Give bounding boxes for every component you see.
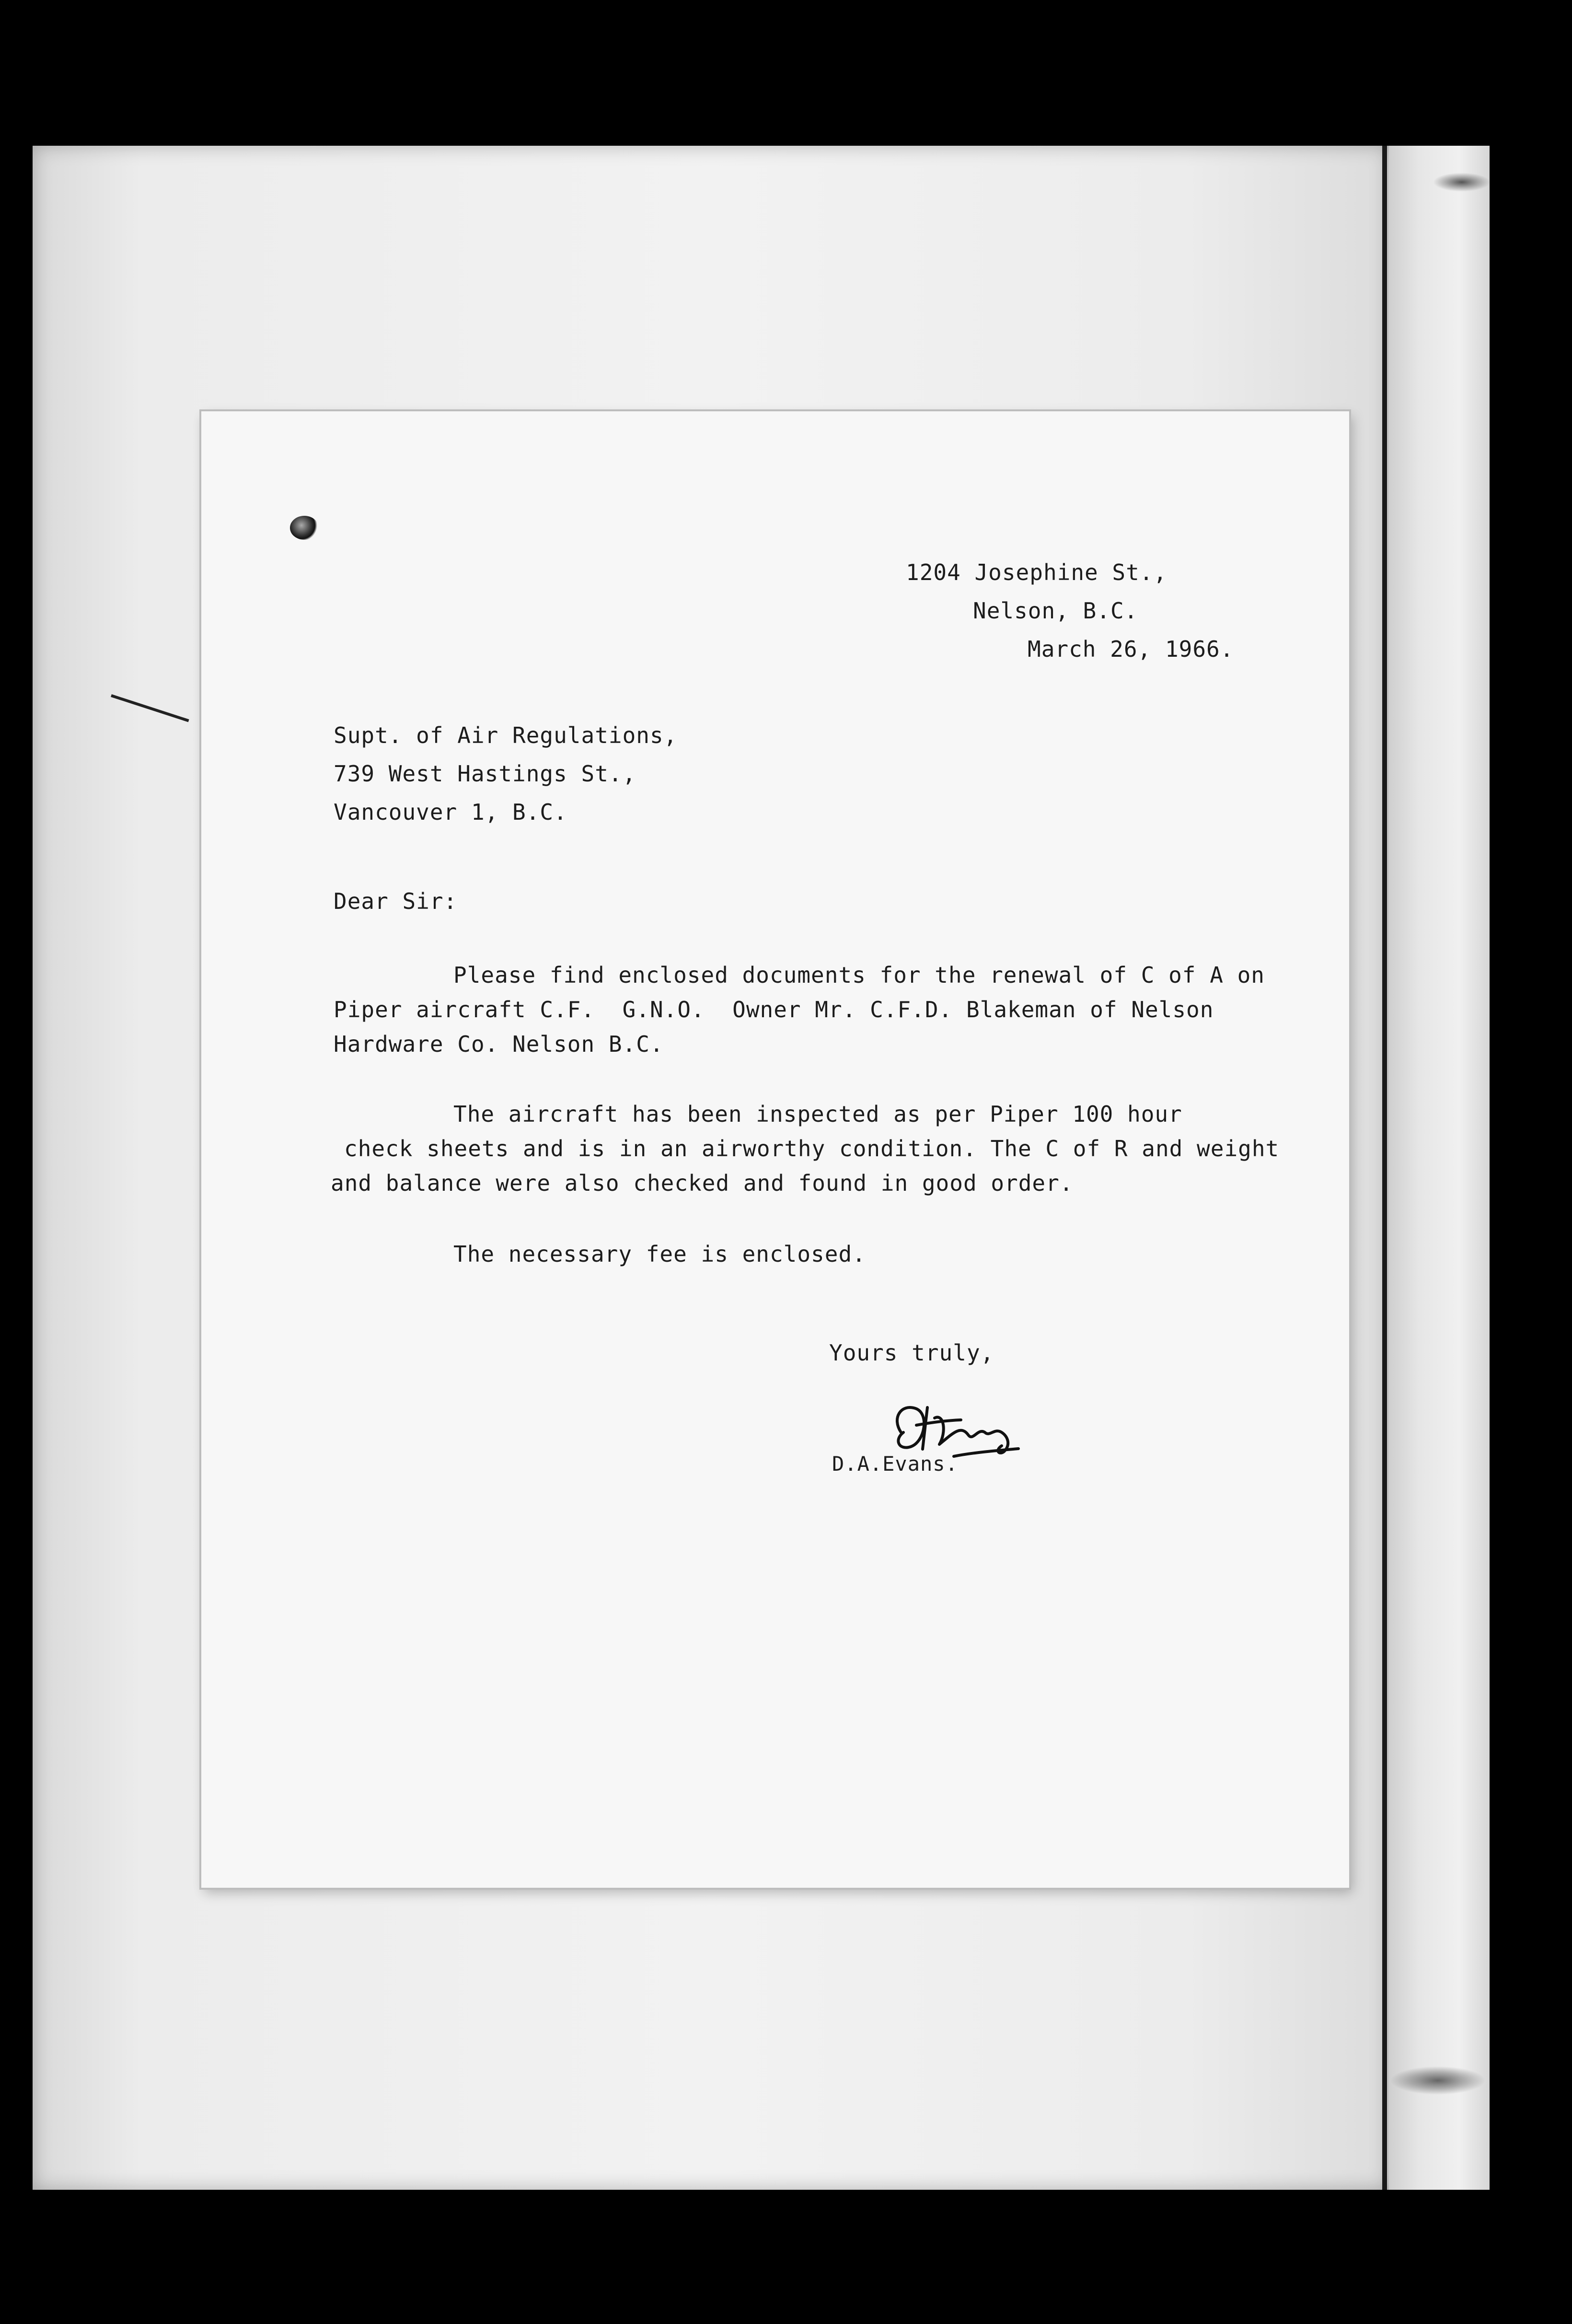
paragraph-2-line-3: and balance were also checked and found in good order. xyxy=(331,1170,1074,1196)
scan-mount-edge xyxy=(1389,146,1490,2190)
sender-street: 1204 Josephine St., xyxy=(906,559,1167,585)
recipient-title: Supt. of Air Regulations, xyxy=(334,722,678,748)
smudge-mark-top xyxy=(1433,173,1491,192)
letter-date: March 26, 1966. xyxy=(1028,636,1234,662)
typed-signatory-name: D.A.Evans. xyxy=(832,1452,958,1476)
paragraph-2-line-1: The aircraft has been inspected as per Piper 100 hour xyxy=(453,1101,1182,1127)
paragraph-1-line-2: Piper aircraft C.F. G.N.O. Owner Mr. C.F.D. Blakeman of Nelson xyxy=(334,997,1214,1023)
paragraph-3-line-1: The necessary fee is enclosed. xyxy=(453,1241,866,1267)
letter-sheet xyxy=(201,411,1349,1888)
punch-hole-mark xyxy=(290,516,319,540)
recipient-city: Vancouver 1, B.C. xyxy=(334,799,567,825)
mount-seam xyxy=(1382,146,1387,2190)
recipient-street: 739 West Hastings St., xyxy=(334,761,636,787)
paragraph-2-line-2: check sheets and is in an airworthy condition. The C of R and weight xyxy=(344,1136,1280,1162)
salutation: Dear Sir: xyxy=(334,888,458,914)
paragraph-1-line-1: Please find enclosed documents for the renewal of C of A on xyxy=(453,962,1265,988)
smudge-mark-bottom xyxy=(1390,2066,1486,2095)
closing: Yours truly, xyxy=(829,1340,994,1366)
sender-city: Nelson, B.C. xyxy=(973,598,1138,624)
paragraph-1-line-3: Hardware Co. Nelson B.C. xyxy=(334,1031,664,1057)
